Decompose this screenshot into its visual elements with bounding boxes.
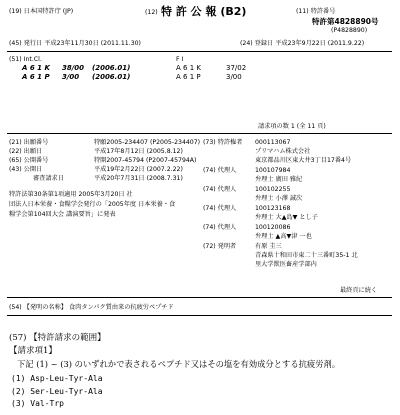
pub-type-number: (12): [145, 9, 158, 16]
section-divider: [7, 315, 392, 316]
exception-note-line: 団法人日本栄養・食糧学会発行の「2005年度 日本栄養・食: [9, 201, 176, 208]
inventor-name: 有原 圭三: [255, 243, 282, 250]
patentee-label: (73) 特許権者: [203, 139, 243, 146]
invention-title: (54) 【発明の名称】 食肉タンパク質由来の抗疲労ペプチド: [9, 304, 174, 311]
int-cl-sub: 3/00: [62, 73, 80, 81]
exam-request-label: 審査請求日: [33, 175, 64, 182]
exception-note-line: 糧学会第104回大会 講演要旨」に発表: [9, 211, 116, 218]
agent-label: (74) 代理人: [203, 224, 237, 231]
patentee-name: プリマハム株式会社: [255, 148, 311, 155]
inventor-label: (72) 発明者: [203, 243, 237, 250]
issue-date: (45) 発行日 平成23年11月30日 (2011.11.30): [9, 40, 141, 47]
exam-request-date: 平成20年7月31日 (2008.7.31): [94, 175, 183, 182]
int-cl-code: A 6 1 K: [22, 64, 50, 72]
claim-item: (3) Val-Trp: [11, 399, 64, 408]
agent-label: (74) 代理人: [203, 205, 237, 212]
claim-item: (1) Asp-Leu-Tyr-Ala: [11, 374, 103, 383]
office-label: (19) 日本国特許庁 (JP): [9, 8, 74, 15]
publication-number: 特開2007-45794 (P2007-45794A): [94, 157, 197, 164]
inventor-address: 青森県十和田市東二十三番町35-1 北: [255, 252, 358, 259]
fi-sub: 37/02: [226, 64, 247, 72]
inventor-address: 里大学獣医畜産学部内: [255, 261, 317, 268]
claim-label: 【請求項1】: [9, 346, 57, 356]
int-cl-label: (51) Int.Cl.: [9, 56, 42, 63]
agent-name: 弁理士 小澤 誠次: [255, 195, 303, 202]
agent-id: 100107984: [255, 167, 291, 174]
agent-label: (74) 代理人: [203, 167, 237, 174]
claims-heading: (57) 【特許請求の範囲】: [9, 333, 106, 343]
patent-number-label: (11) 特許番号: [296, 8, 336, 15]
publication-type: 特 許 公 報 (B2): [161, 5, 247, 18]
int-cl-code: A 6 1 P: [22, 73, 50, 81]
agent-id: 100123168: [255, 205, 291, 212]
section-divider: [7, 133, 392, 134]
agent-name: 弁理士 廣田 雅紀: [255, 176, 303, 183]
application-date-label: (22) 出願日: [9, 148, 43, 155]
patent-number: 特許第4828890号: [312, 17, 379, 26]
section-divider: [7, 297, 392, 298]
header-divider: [7, 51, 392, 52]
patentee-address: 東京都品川区東大井3丁目17番4号: [255, 157, 352, 164]
int-cl-date: (2006.01): [92, 73, 131, 81]
agent-name: 弁理士 ▲高▼津 一也: [255, 233, 312, 240]
fi-code: A 6 1 P: [176, 73, 201, 81]
agent-label: (74) 代理人: [203, 186, 237, 193]
exception-note-line: 特許法第30条第1項適用 2005年3月20日 社: [9, 191, 133, 198]
claim-item: (2) Ser-Leu-Tyr-Ala: [11, 387, 103, 396]
publication-date-label: (43) 公開日: [9, 166, 43, 173]
application-date: 平成17年8月12日 (2005.8.12): [94, 148, 183, 155]
registration-date: (24) 登録日 平成23年9月22日 (2011.9.22): [240, 40, 365, 47]
application-number-label: (21) 出願番号: [9, 139, 49, 146]
claims-count: 請求項の数 1 (全 11 頁): [258, 123, 326, 130]
fi-label: F I: [176, 56, 184, 63]
continued-note: 最終頁に続く: [340, 287, 378, 294]
int-cl-sub: 38/00: [62, 64, 85, 72]
fi-code: A 6 1 K: [176, 64, 201, 72]
agent-id: 100120086: [255, 224, 291, 231]
application-number: 特願2005-234407 (P2005-234407): [94, 139, 201, 146]
claim-text: 下記 (1) ~ (3) のいずれかで表されるペプチド又はその塩を有効成分とする抗疲労剤。: [17, 359, 341, 369]
int-cl-date: (2006.01): [92, 64, 131, 72]
fi-sub: 3/00: [226, 73, 242, 81]
agent-name: 弁理士 大▲島▼ とし子: [255, 214, 318, 221]
patent-number-sub: (P4828890): [331, 27, 368, 34]
publication-date: 平成19年2月22日 (2007.2.22): [94, 166, 183, 173]
agent-id: 100102255: [255, 186, 291, 193]
patentee-id: 000113067: [255, 139, 291, 146]
publication-number-label: (65) 公開番号: [9, 157, 49, 164]
